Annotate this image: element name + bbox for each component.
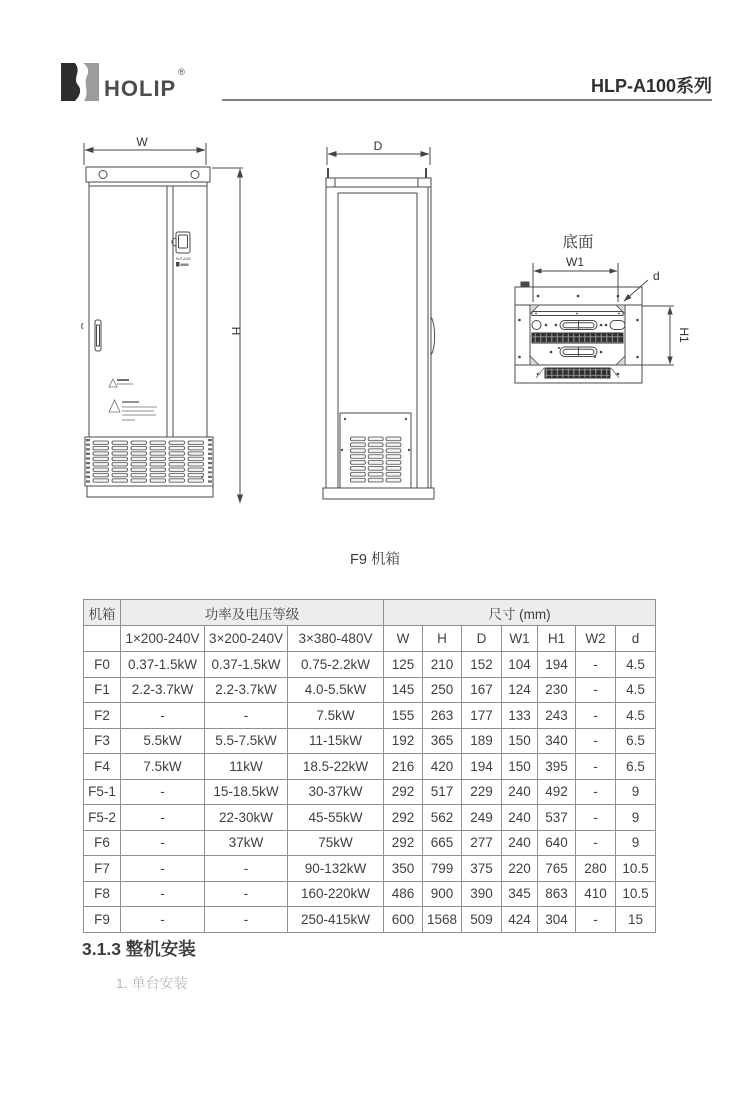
table-cell: 75kW <box>288 830 384 856</box>
table-cell: 152 <box>462 652 502 678</box>
table-cell: 37kW <box>205 830 288 856</box>
table-cell: 350 <box>384 856 423 882</box>
table-cell: 280 <box>576 856 616 882</box>
table-cell: F3 <box>84 728 121 754</box>
table-cell: 243 <box>538 703 576 729</box>
table-cell: 0.37-1.5kW <box>121 652 205 678</box>
table-row <box>84 881 656 907</box>
table-cell: 537 <box>538 805 576 831</box>
table-cell: F4 <box>84 754 121 780</box>
table-cell: 292 <box>384 779 423 805</box>
table-cell: 9 <box>616 805 656 831</box>
table-row <box>84 652 656 678</box>
table-cell: 220 <box>502 856 538 882</box>
table-cell: 7.5kW <box>288 703 384 729</box>
registered-mark: ® <box>178 67 186 77</box>
table-cell: 216 <box>384 754 423 780</box>
table-cell: F6 <box>84 830 121 856</box>
table-cell: 292 <box>384 805 423 831</box>
holip-logo-icon <box>60 62 100 102</box>
dim-label-d: D <box>373 139 383 153</box>
table-cell: F2 <box>84 703 121 729</box>
table-cell: 229 <box>462 779 502 805</box>
table-cell: 155 <box>384 703 423 729</box>
table-cell: 10.5 <box>616 881 656 907</box>
table-cell: - <box>205 856 288 882</box>
table-cell: 15-18.5kW <box>205 779 288 805</box>
dimensions-table <box>83 599 656 933</box>
side-vent-panel <box>340 413 411 488</box>
table-cell: 250 <box>423 677 462 703</box>
table-cell: 292 <box>384 830 423 856</box>
table-cell: F5-2 <box>84 805 121 831</box>
table-cell: 340 <box>538 728 576 754</box>
table-cell: - <box>576 779 616 805</box>
dim-label-w: W <box>136 135 148 149</box>
front-keypad <box>172 232 190 253</box>
table-cell: F5-1 <box>84 779 121 805</box>
table-cell: 6.5 <box>616 754 656 780</box>
table-cell: - <box>121 830 205 856</box>
table-row <box>84 703 656 729</box>
table-cell: - <box>205 907 288 933</box>
table-cell: 104 <box>502 652 538 678</box>
subheader-w1: W1 <box>502 626 538 652</box>
table-cell: 5.5-7.5kW <box>205 728 288 754</box>
table-cell: 2.2-3.7kW <box>205 677 288 703</box>
table-cell: 240 <box>502 779 538 805</box>
table-cell: 177 <box>462 703 502 729</box>
table-cell: 4.5 <box>616 677 656 703</box>
table-cell: - <box>121 856 205 882</box>
table-cell: 192 <box>384 728 423 754</box>
table-cell: - <box>121 805 205 831</box>
table-cell: - <box>121 779 205 805</box>
subheader-empty <box>84 626 121 652</box>
table-cell: 765 <box>538 856 576 882</box>
table-cell: 7.5kW <box>121 754 205 780</box>
table-cell: 9 <box>616 830 656 856</box>
table-cell: 390 <box>462 881 502 907</box>
table-cell: 194 <box>538 652 576 678</box>
table-body <box>84 652 656 933</box>
table-cell: 562 <box>423 805 462 831</box>
table-cell: - <box>121 881 205 907</box>
front-vent-grille <box>85 437 213 486</box>
table-cell: 4.0-5.5kW <box>288 677 384 703</box>
table-cell: 125 <box>384 652 423 678</box>
table-row <box>84 728 656 754</box>
table-row <box>84 907 656 933</box>
table-cell: 4.5 <box>616 703 656 729</box>
table-cell: 665 <box>423 830 462 856</box>
table-cell: 517 <box>423 779 462 805</box>
table-cell: 11kW <box>205 754 288 780</box>
dim-label-h1: H1 <box>677 327 691 343</box>
front-mini-logo-icon <box>176 262 180 267</box>
side-base <box>323 488 434 499</box>
table-cell: 395 <box>538 754 576 780</box>
table-cell: 277 <box>462 830 502 856</box>
table-row <box>84 856 656 882</box>
table-cell: F7 <box>84 856 121 882</box>
front-mini-logo-text <box>181 264 189 267</box>
table-cell: 640 <box>538 830 576 856</box>
table-cell: 799 <box>423 856 462 882</box>
table-row <box>84 830 656 856</box>
subheader-3x200: 3×200-240V <box>205 626 288 652</box>
table-cell: 345 <box>502 881 538 907</box>
side-view-drawing <box>296 135 448 507</box>
table-cell: - <box>576 805 616 831</box>
table-cell: 1568 <box>423 907 462 933</box>
table-cell: 210 <box>423 652 462 678</box>
table-cell: - <box>576 652 616 678</box>
table-cell: 6.5 <box>616 728 656 754</box>
table-cell: 230 <box>538 677 576 703</box>
table-cell: 124 <box>502 677 538 703</box>
table-cell: 160-220kW <box>288 881 384 907</box>
table-cell: - <box>121 703 205 729</box>
table-cell: 5.5kW <box>121 728 205 754</box>
table-cell: 22-30kW <box>205 805 288 831</box>
table-cell: - <box>205 703 288 729</box>
table-cell: 486 <box>384 881 423 907</box>
table-cell: 375 <box>462 856 502 882</box>
table-cell: 240 <box>502 830 538 856</box>
table-cell: - <box>576 907 616 933</box>
table-cell: 420 <box>423 754 462 780</box>
subheader-3x380: 3×380-480V <box>288 626 384 652</box>
table-row <box>84 805 656 831</box>
front-device-label: HLP-A100 <box>176 257 191 261</box>
table-cell: 2.2-3.7kW <box>121 677 205 703</box>
table-cell: F1 <box>84 677 121 703</box>
table-cell: - <box>121 907 205 933</box>
subheader-h: H <box>423 626 462 652</box>
side-door-handle <box>431 317 435 355</box>
side-lifting-lugs <box>328 168 426 178</box>
table-cell: - <box>576 728 616 754</box>
table-cell: 424 <box>502 907 538 933</box>
table-cell: F9 <box>84 907 121 933</box>
table-cell: 900 <box>423 881 462 907</box>
table-cell: 365 <box>423 728 462 754</box>
table-cell: 509 <box>462 907 502 933</box>
table-cell: - <box>576 754 616 780</box>
table-cell: 250-415kW <box>288 907 384 933</box>
front-view-drawing <box>75 135 247 507</box>
table-cell: - <box>576 703 616 729</box>
table-cell: 4.5 <box>616 652 656 678</box>
table-cell: 18.5-22kW <box>288 754 384 780</box>
bottom-inner-panel <box>530 305 625 365</box>
table-cell: 304 <box>538 907 576 933</box>
header-power: 功率及电压等级 <box>121 600 384 626</box>
front-door-handle <box>82 320 101 351</box>
table-group-header-row <box>84 600 656 626</box>
table-cell: 167 <box>462 677 502 703</box>
dim-label-w1: W1 <box>566 255 584 269</box>
bottom-cable-entry <box>536 368 619 378</box>
table-cell: 600 <box>384 907 423 933</box>
table-cell: 30-37kW <box>288 779 384 805</box>
bottom-h1-dimension <box>642 306 674 365</box>
figure-caption: F9 机箱 <box>350 552 400 568</box>
table-cell: 194 <box>462 754 502 780</box>
dim-label-d-small: d <box>653 269 660 283</box>
table-cell: - <box>576 677 616 703</box>
bottom-d-leader <box>624 280 648 301</box>
table-cell: 45-55kW <box>288 805 384 831</box>
table-cell: - <box>576 830 616 856</box>
table-row <box>84 754 656 780</box>
table-cell: F0 <box>84 652 121 678</box>
table-cell: 249 <box>462 805 502 831</box>
front-cabinet-top <box>86 167 210 182</box>
table-cell: 492 <box>538 779 576 805</box>
subheader-w: W <box>384 626 423 652</box>
table-cell: 15 <box>616 907 656 933</box>
table-row <box>84 677 656 703</box>
table-cell: 0.75-2.2kW <box>288 652 384 678</box>
section-sub-item: 1. 单台安装 <box>116 975 188 991</box>
bottom-view-title: 底面 <box>562 234 594 251</box>
table-cell: 133 <box>502 703 538 729</box>
table-cell: 410 <box>576 881 616 907</box>
front-cabinet-body <box>89 182 207 437</box>
subheader-1x200: 1×200-240V <box>121 626 205 652</box>
header-frame: 机箱 <box>84 600 121 626</box>
table-cell: 150 <box>502 728 538 754</box>
bottom-view-drawing <box>492 222 695 400</box>
brand-logo <box>60 62 184 102</box>
table-cell: 10.5 <box>616 856 656 882</box>
subheader-w2: W2 <box>576 626 616 652</box>
table-cell: 0.37-1.5kW <box>205 652 288 678</box>
table-sub-header-row <box>84 626 656 652</box>
front-warning-labels <box>109 379 157 420</box>
table-cell: - <box>205 881 288 907</box>
table-cell: 145 <box>384 677 423 703</box>
front-height-dimension <box>212 168 243 503</box>
section-heading: 3.1.3 整机安装 <box>82 939 196 959</box>
header-divider <box>222 99 712 101</box>
table-row <box>84 779 656 805</box>
dim-label-h: H <box>229 326 243 336</box>
table-cell: 150 <box>502 754 538 780</box>
table-cell: 863 <box>538 881 576 907</box>
brand-name: HOLIP® <box>104 67 186 101</box>
front-base <box>87 486 213 497</box>
table-cell: 11-15kW <box>288 728 384 754</box>
table-cell: 9 <box>616 779 656 805</box>
subheader-d2: d <box>616 626 656 652</box>
subheader-d: D <box>462 626 502 652</box>
table-cell: 189 <box>462 728 502 754</box>
table-cell: 263 <box>423 703 462 729</box>
table-cell: 90-132kW <box>288 856 384 882</box>
page-title: HLP-A100系列 <box>590 76 712 96</box>
table-cell: F8 <box>84 881 121 907</box>
header-size: 尺寸 (mm) <box>384 600 656 626</box>
subheader-h1: H1 <box>538 626 576 652</box>
table-cell: 240 <box>502 805 538 831</box>
